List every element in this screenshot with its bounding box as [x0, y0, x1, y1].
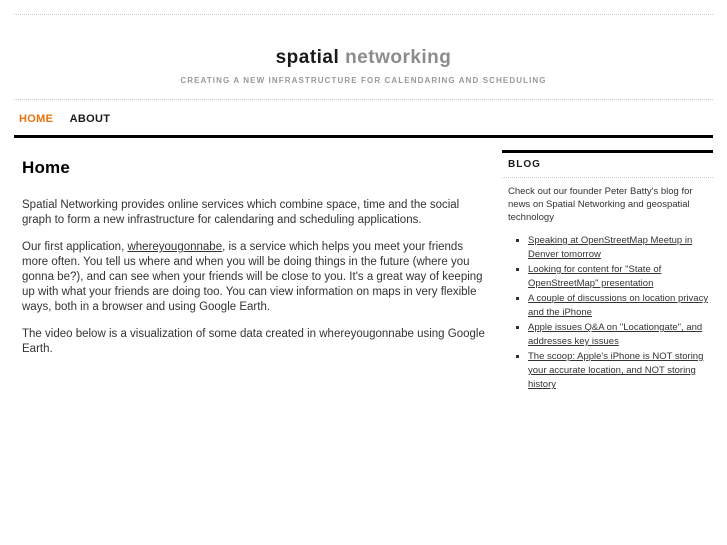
- application-paragraph-before: Our first application,: [22, 241, 128, 253]
- blog-widget-title: BLOG: [502, 153, 713, 178]
- main-content: [22, 150, 490, 393]
- site-title-primary: spatial: [275, 47, 340, 68]
- list-item: [528, 292, 709, 320]
- list-item: [528, 263, 709, 291]
- site-title-secondary: networking: [345, 47, 452, 68]
- site-tagline: CREATING A NEW INFRASTRUCTURE FOR CALENDARING AND SCHEDULING: [180, 76, 547, 85]
- main-nav: [14, 99, 713, 138]
- blog-post-link[interactable]: Speaking at OpenStreetMap Meetup in Denver tomorrow: [528, 235, 693, 260]
- blog-post-link[interactable]: Looking for content for "State of OpenStreetMap" presentation: [528, 264, 662, 289]
- site-header: [14, 14, 713, 99]
- whereyougonnabe-link[interactable]: whereyougonnabe: [127, 241, 223, 253]
- list-item: [528, 234, 709, 262]
- page-title: Home: [22, 158, 71, 177]
- blog-description: Check out our founder Peter Batty's blog for news on Spatial Networking and geospatial technology: [508, 186, 693, 223]
- intro-paragraph: Spatial Networking provides online services which combine space, time and the social graph to form a new infrastructure for calendaring and scheduling applications.: [22, 199, 460, 226]
- application-paragraph-after: , is a service which helps you meet your friends more often. You tell us where and when you will be doing things in the future (where you gonna be?), and can see when your friends will be close to you. It's a great way of keeping up with what your friends are doing too. You can view information on maps in very flexible ways, both in a browser and using Google Earth.: [22, 241, 483, 313]
- blog-post-link[interactable]: A couple of discussions on location privacy and the iPhone: [528, 293, 709, 318]
- blog-post-link[interactable]: The scoop: Apple's iPhone is NOT storing your accurate location, and NOT storing history: [528, 351, 704, 390]
- nav-item-about[interactable]: ABOUT: [69, 113, 111, 125]
- nav-item-home[interactable]: HOME: [19, 113, 54, 125]
- content-area: [14, 138, 713, 393]
- page: [14, 14, 713, 393]
- site-title-link[interactable]: [276, 47, 452, 68]
- application-paragraph: [22, 240, 490, 315]
- list-item: [528, 350, 709, 392]
- sidebar: [502, 150, 713, 393]
- list-item: [528, 321, 709, 349]
- blog-post-link[interactable]: Apple issues Q&A on "Locationgate", and addresses key issues: [528, 322, 703, 347]
- video-paragraph: The video below is a visualization of some data created in whereyougonnabe using Google Earth.: [22, 328, 485, 355]
- blog-link-list: [502, 234, 713, 392]
